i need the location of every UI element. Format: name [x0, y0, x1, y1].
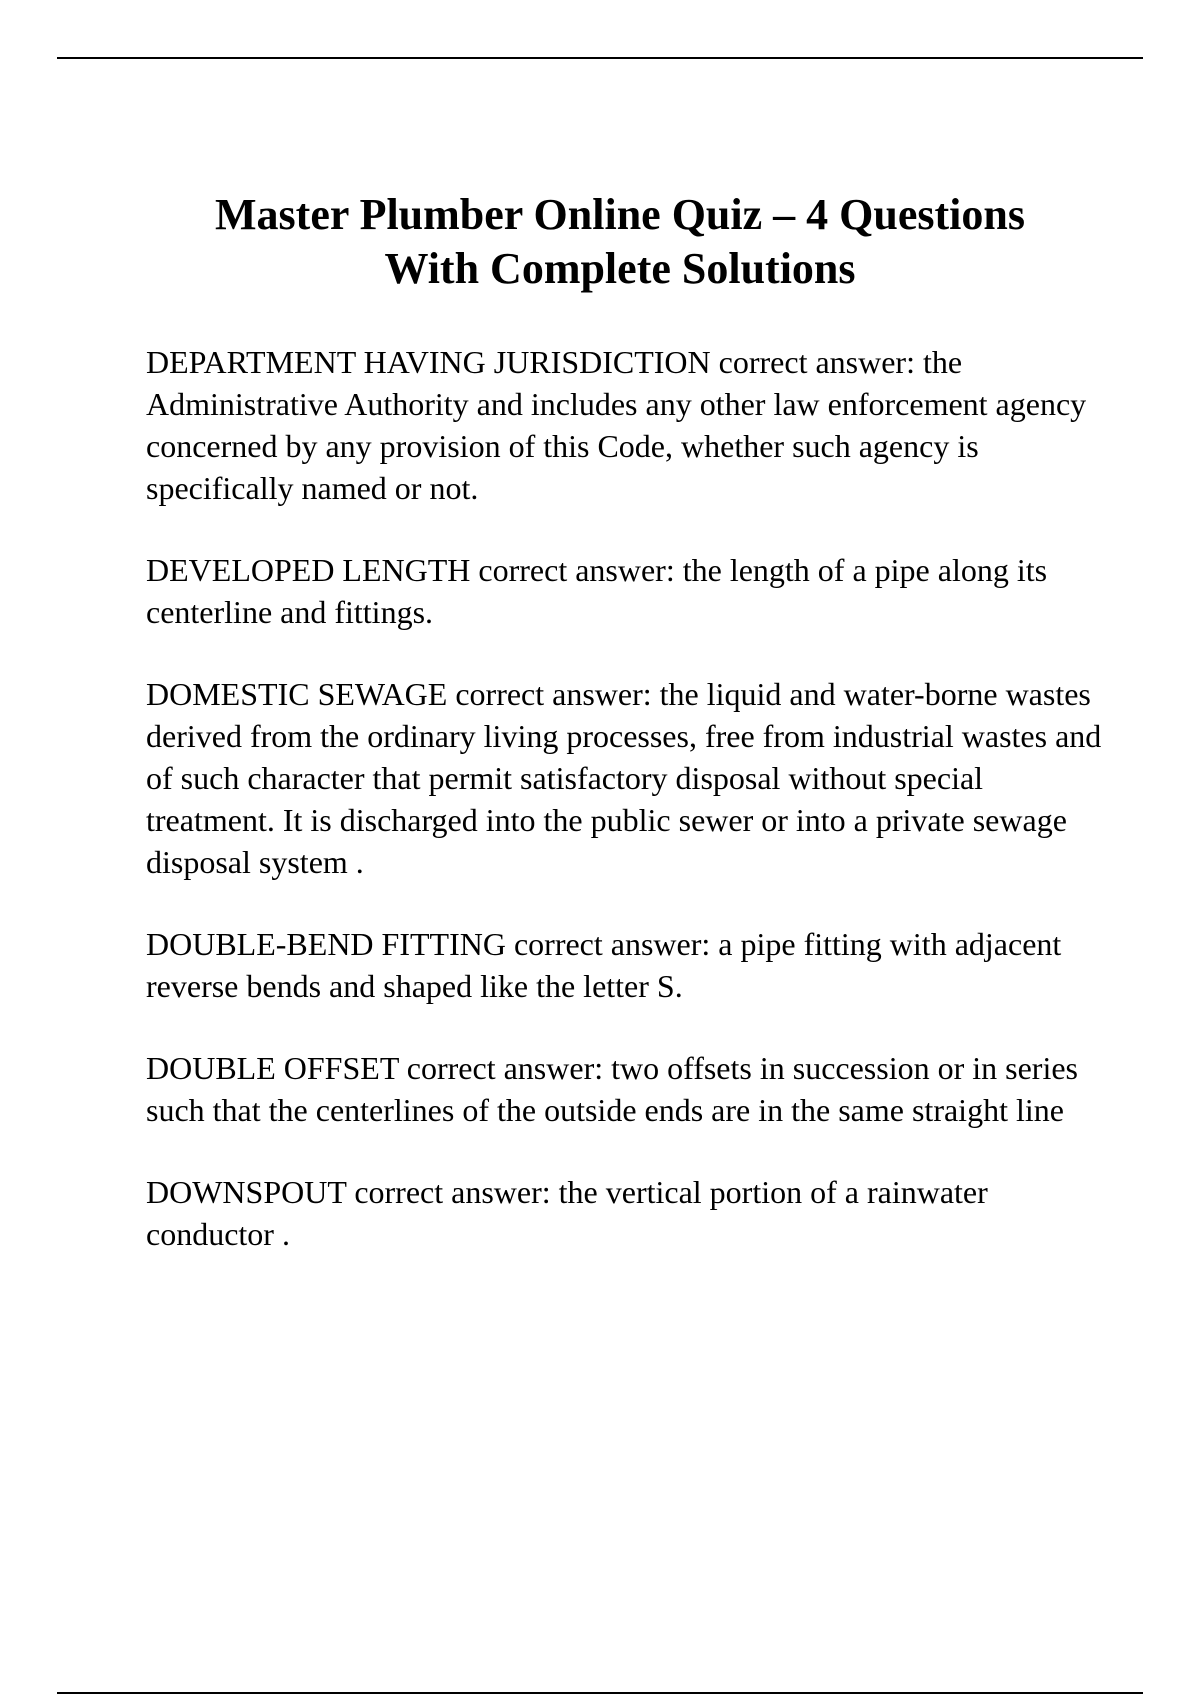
- definition-entry: [146, 1047, 1106, 1131]
- entry-definition: the vertical portion of a rainwater conductor .: [146, 1174, 988, 1252]
- entry-term: DEPARTMENT HAVING JURISDICTION: [146, 344, 711, 380]
- entry-term: DOWNSPOUT: [146, 1174, 347, 1210]
- definition-entry: [146, 341, 1106, 509]
- entry-definition: a pipe fitting with adjacent reverse bends and shaped like the letter S.: [146, 926, 1062, 1004]
- document-title: [120, 188, 1120, 296]
- definition-entry: [146, 923, 1106, 1007]
- definition-entry: [146, 673, 1106, 883]
- top-rule: [57, 57, 1143, 59]
- title-line-1: Master Plumber Online Quiz – 4 Questions: [215, 190, 1025, 239]
- entry-term: DEVELOPED LENGTH: [146, 552, 471, 588]
- bottom-rule: [57, 1692, 1143, 1694]
- entry-term: DOUBLE-BEND FITTING: [146, 926, 506, 962]
- entry-separator: correct answer:: [447, 676, 660, 712]
- entry-separator: correct answer:: [398, 1050, 612, 1086]
- entry-separator: correct answer:: [470, 552, 683, 588]
- entry-separator: correct answer:: [710, 344, 923, 380]
- entry-definition: two offsets in succession or in series such that the centerlines of the outside ends are in the same straight line: [146, 1050, 1078, 1128]
- title-line-2: With Complete Solutions: [384, 244, 856, 293]
- definition-entry: [146, 1171, 1106, 1255]
- definition-entry: [146, 549, 1106, 633]
- entry-term: DOMESTIC SEWAGE: [146, 676, 448, 712]
- entry-separator: correct answer:: [346, 1174, 559, 1210]
- entry-separator: correct answer:: [505, 926, 719, 962]
- entry-term: DOUBLE OFFSET: [146, 1050, 399, 1086]
- entry-definition: the length of a pipe along its centerline and fittings.: [146, 552, 1048, 630]
- definition-list: [146, 341, 1106, 1295]
- entry-definition: the liquid and water-borne wastes derived from the ordinary living processes, free from industrial wastes and of such character that permit satisfactory disposal without special treatment. It is discharged into the public sewer or into a private sewage disposal system .: [146, 676, 1102, 880]
- entry-definition: the Administrative Authority and includes any other law enforcement agency concerned by any provision of this Code, whether such agency is specifically named or not.: [146, 344, 1087, 506]
